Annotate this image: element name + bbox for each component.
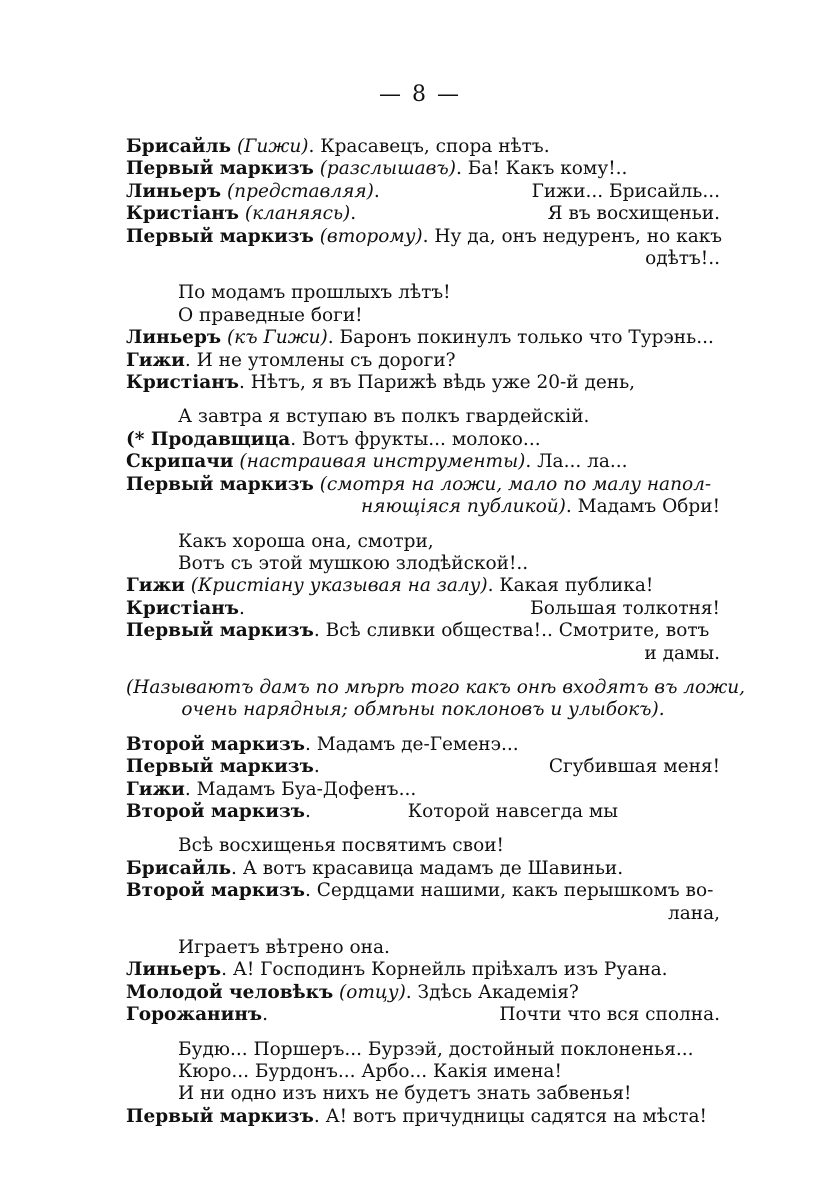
speaker-name: Первый маркизъ — [126, 620, 314, 642]
stage-direction: (второму) — [319, 225, 423, 247]
dialogue-line — [126, 225, 723, 248]
stage-direction: (къ Гижи) — [226, 327, 328, 349]
dialogue-text: . — [238, 597, 245, 619]
continuation-line — [126, 496, 720, 518]
speaker-name: Продавщица — [150, 428, 291, 450]
dialogue-line — [126, 451, 720, 473]
dialogue-line — [126, 1106, 720, 1128]
stage-direction: (настраивая инструменты) — [239, 451, 526, 473]
speaker-name: Второй маркизъ — [126, 733, 305, 755]
dialogue-text: . А вотъ красавица мадамъ де Шавиньи. — [231, 857, 624, 879]
dialogue-text-right: Я въ восхищеньи. — [547, 203, 720, 225]
dialogue-line — [126, 136, 720, 158]
stage-direction: (отцу) — [339, 981, 406, 1003]
dialogue-line — [126, 779, 720, 801]
dialogue-line — [126, 858, 720, 880]
dialogue-text-right: Гижи... Брисайль... — [531, 180, 720, 202]
dialogue-line — [126, 880, 720, 902]
speaker-name: Линьеръ — [126, 959, 222, 981]
dialogue-text: . — [313, 756, 320, 778]
stage-direction: (Гижи) — [236, 136, 309, 157]
dialogue-text: . Ла... ла... — [525, 451, 628, 473]
speaker-name: Гижи — [126, 575, 185, 597]
verse-line: Играетъ вѣтрено она. — [178, 937, 390, 958]
dialogue-text: . Мадамъ Обри! — [565, 496, 720, 518]
speaker-name: Первый маркизъ — [126, 756, 314, 778]
dialogue-text: . А! Господинъ Корнейль пріѣхалъ изъ Руана. — [221, 959, 668, 981]
stage-direction: (кланяясь) — [244, 203, 351, 225]
dialogue-text: . — [262, 1004, 268, 1026]
verse-line: Какъ хороша она, смотри, — [178, 530, 434, 552]
stage-direction: (разслышавъ) — [319, 158, 456, 180]
verse-line: Вотъ съ этой мушкою злодѣйской!.. — [178, 552, 529, 574]
speaker-name: Первый маркизъ — [126, 1105, 314, 1127]
dialogue-line — [126, 575, 720, 597]
dialogue-text: . И не утомлены съ дороги? — [184, 349, 456, 371]
stage-direction: няющіяся публикой) — [361, 496, 566, 518]
speaker-name: Гижи — [126, 778, 185, 800]
dialogue-line — [126, 801, 720, 823]
dialogue-text: . — [350, 203, 357, 225]
dialogue-text: . Вотъ фрукты... молоко... — [290, 428, 541, 450]
speaker-name: Линьеръ — [126, 327, 222, 349]
dialogue-text-right: Большая толкотня! — [530, 597, 720, 619]
continuation-line: лана, — [667, 902, 720, 924]
verse-line: Будю... Поршеръ... Бурзэй, достойный поклоненья... — [178, 1038, 694, 1060]
dialogue-line — [126, 203, 720, 225]
speaker-name: Горожанинъ — [126, 1004, 263, 1026]
speaker-name: Гижи — [126, 349, 185, 371]
speaker-name: Молодой человѣкъ — [126, 981, 334, 1003]
dialogue-line — [126, 372, 720, 394]
speaker-name: Линьеръ — [126, 180, 222, 202]
dialogue-line — [126, 474, 720, 496]
dialogue-line — [126, 158, 720, 180]
dialogue-text-right: Которой навсегда мы — [407, 800, 618, 822]
footnote-mark: (* — [126, 428, 151, 450]
dialogue-line — [126, 181, 720, 203]
dialogue-line — [126, 756, 720, 778]
speaker-name: Первый маркизъ — [126, 225, 314, 247]
stage-direction: (Кристіану указывая на залу) — [190, 575, 488, 597]
dialogue-text: . Сердцами нашими, какъ перышкомъ во- — [304, 880, 714, 902]
speaker-name: Брисайль — [126, 136, 232, 157]
speaker-name: Второй маркизъ — [126, 800, 305, 822]
dialogue-text: . А! вотъ причудницы садятся на мѣста! — [313, 1105, 707, 1127]
dialogue-text: . Ну да, онъ недуренъ, но какъ — [422, 225, 723, 247]
dialogue-line — [126, 327, 720, 349]
dialogue-text: . Мадамъ де-Геменэ... — [304, 733, 519, 755]
dialogue-line — [126, 620, 720, 642]
stage-direction-block: очень нарядныя; обмѣны поклоновъ и улыбокъ). — [181, 699, 665, 721]
speaker-name: Брисайль — [126, 857, 232, 879]
verse-line: Всѣ восхищенья посвятимъ свои! — [178, 835, 504, 857]
dialogue-text-right: Сгубившая меня! — [548, 756, 720, 778]
speaker-name: Кристіанъ — [126, 597, 239, 619]
verse-line: О праведные боги! — [178, 304, 363, 326]
dialogue-text: . Баронъ покинулъ только что Турэнь... — [327, 327, 714, 349]
continuation-line: и дамы. — [644, 642, 720, 664]
page-number: — 8 — — [379, 82, 461, 107]
dialogue-line — [126, 959, 720, 981]
speaker-name: Кристіанъ — [126, 372, 239, 394]
stage-direction: (смотря на ложи, мало по малу напол- — [319, 473, 712, 495]
dialogue-text: . — [304, 800, 311, 822]
dialogue-line — [126, 429, 720, 451]
play-text — [126, 136, 746, 1128]
dialogue-text: . Какая публика! — [487, 575, 654, 597]
verse-line: И ни одно изъ нихъ не будетъ знать забвенья! — [178, 1083, 632, 1105]
dialogue-text: . Здѣсь Академія? — [405, 981, 579, 1003]
dialogue-line — [126, 350, 720, 372]
speaker-name: Скрипачи — [126, 451, 234, 473]
verse-line: По модамъ прошлыхъ лѣтъ! — [178, 282, 451, 304]
dialogue-line — [126, 598, 720, 620]
dialogue-line — [126, 734, 720, 756]
speaker-name: Первый маркизъ — [126, 473, 314, 495]
verse-line: А завтра я вступаю въ полкъ гвардейскій. — [178, 406, 590, 428]
dialogue-text: . Ба! Какъ кому!.. — [455, 158, 628, 180]
dialogue-line — [126, 982, 720, 1004]
dialogue-line — [126, 1004, 720, 1026]
stage-direction: (представляя) — [226, 180, 374, 202]
verse-line: Кюро... Бурдонъ... Арбо... Какія имена! — [178, 1061, 562, 1083]
dialogue-text: . Мадамъ Буа-Дофенъ... — [184, 778, 417, 800]
dialogue-text: . Нѣтъ, я въ Парижѣ вѣдь уже 20-й день, — [238, 372, 636, 394]
stage-direction-block: (Называютъ дамъ по мѣрѣ того какъ онѣ входятъ въ ложи, — [126, 676, 746, 698]
speaker-name: Второй маркизъ — [126, 880, 305, 902]
continuation-line: одѣтъ!.. — [645, 248, 720, 270]
speaker-name: Кристіанъ — [126, 203, 239, 225]
dialogue-text: . Всѣ сливки общества!.. Смотрите, вотъ — [313, 620, 710, 642]
speaker-name: Первый маркизъ — [126, 158, 314, 180]
dialogue-text-right: Почти что вся сполна. — [499, 1004, 720, 1026]
dialogue-text: . — [373, 180, 380, 202]
dialogue-text: . Красавецъ, спора нѣтъ. — [308, 136, 550, 157]
